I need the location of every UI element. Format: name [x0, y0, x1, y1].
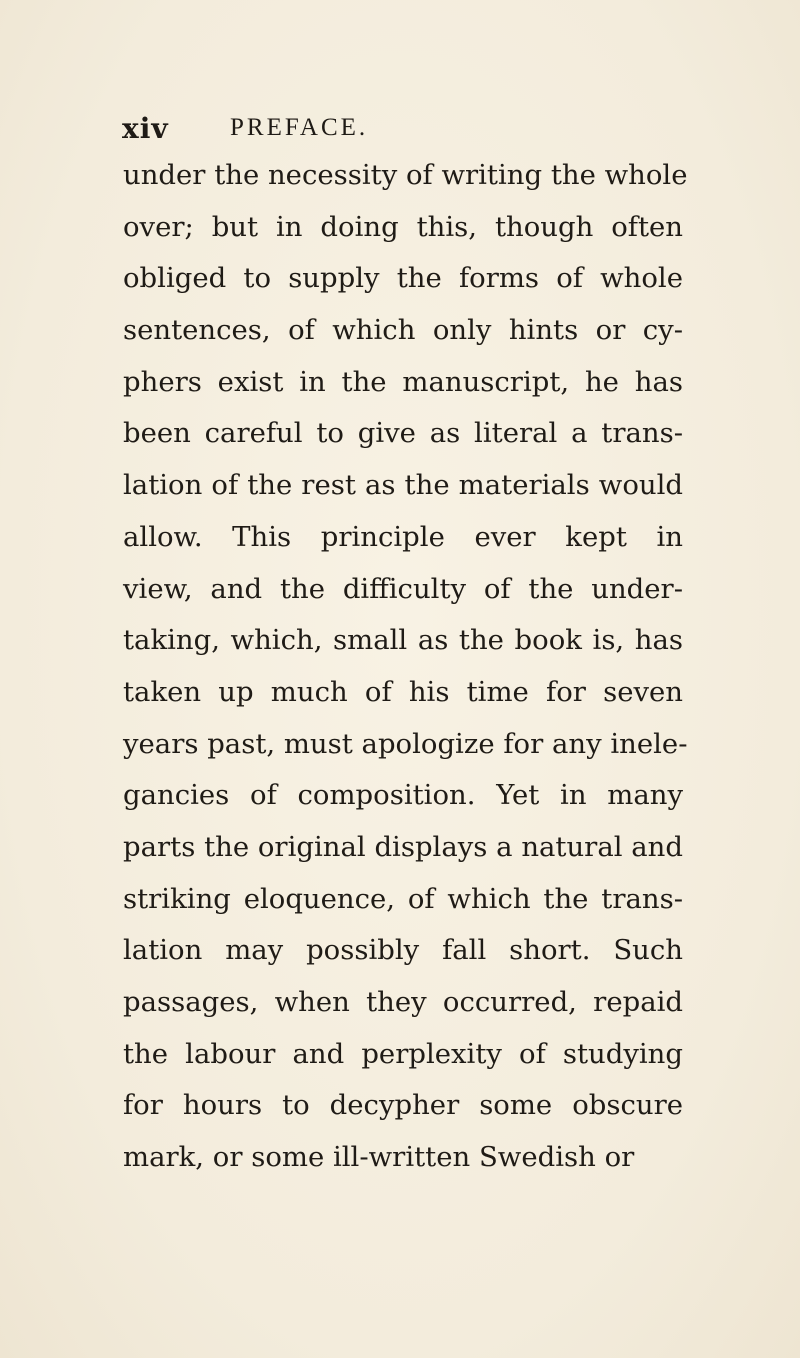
- text-line: taken up much of his time for seven: [123, 675, 683, 708]
- text-line: striking eloquence, of which the trans-: [123, 882, 683, 915]
- text-line: for hours to decypher some obscure: [123, 1089, 683, 1122]
- text-line: the labour and perplexity of studying: [123, 1037, 683, 1070]
- running-title: PREFACE.: [230, 114, 369, 141]
- text-line: parts the original displays a natural and: [123, 830, 683, 863]
- text-line: taking, which, small as the book is, has: [123, 624, 683, 657]
- text-line: years past, must apologize for any inele-: [123, 727, 688, 760]
- text-line: lation of the rest as the materials would: [123, 469, 683, 502]
- text-line: sentences, of which only hints or cy-: [123, 314, 683, 347]
- text-line: over; but in doing this, though often: [123, 210, 683, 243]
- text-line: allow. This principle ever kept in: [123, 520, 683, 553]
- page-header: [122, 112, 682, 152]
- text-line: gancies of composition. Yet in many: [123, 779, 683, 812]
- text-line: phers exist in the manuscript, he has: [123, 365, 683, 398]
- text-line: under the necessity of writing the whole: [123, 159, 688, 191]
- text-line: passages, when they occurred, repaid: [123, 986, 683, 1018]
- page-number: xiv: [122, 112, 169, 145]
- text-line: mark, or some ill-written Swedish or: [123, 1141, 635, 1174]
- body-text: [123, 150, 688, 1184]
- text-line: obliged to supply the forms of whole: [123, 262, 683, 295]
- text-line: been careful to give as literal a trans-: [123, 417, 683, 450]
- text-line: lation may possibly fall short. Such: [123, 934, 683, 967]
- text-line: view, and the difficulty of the under-: [123, 572, 683, 605]
